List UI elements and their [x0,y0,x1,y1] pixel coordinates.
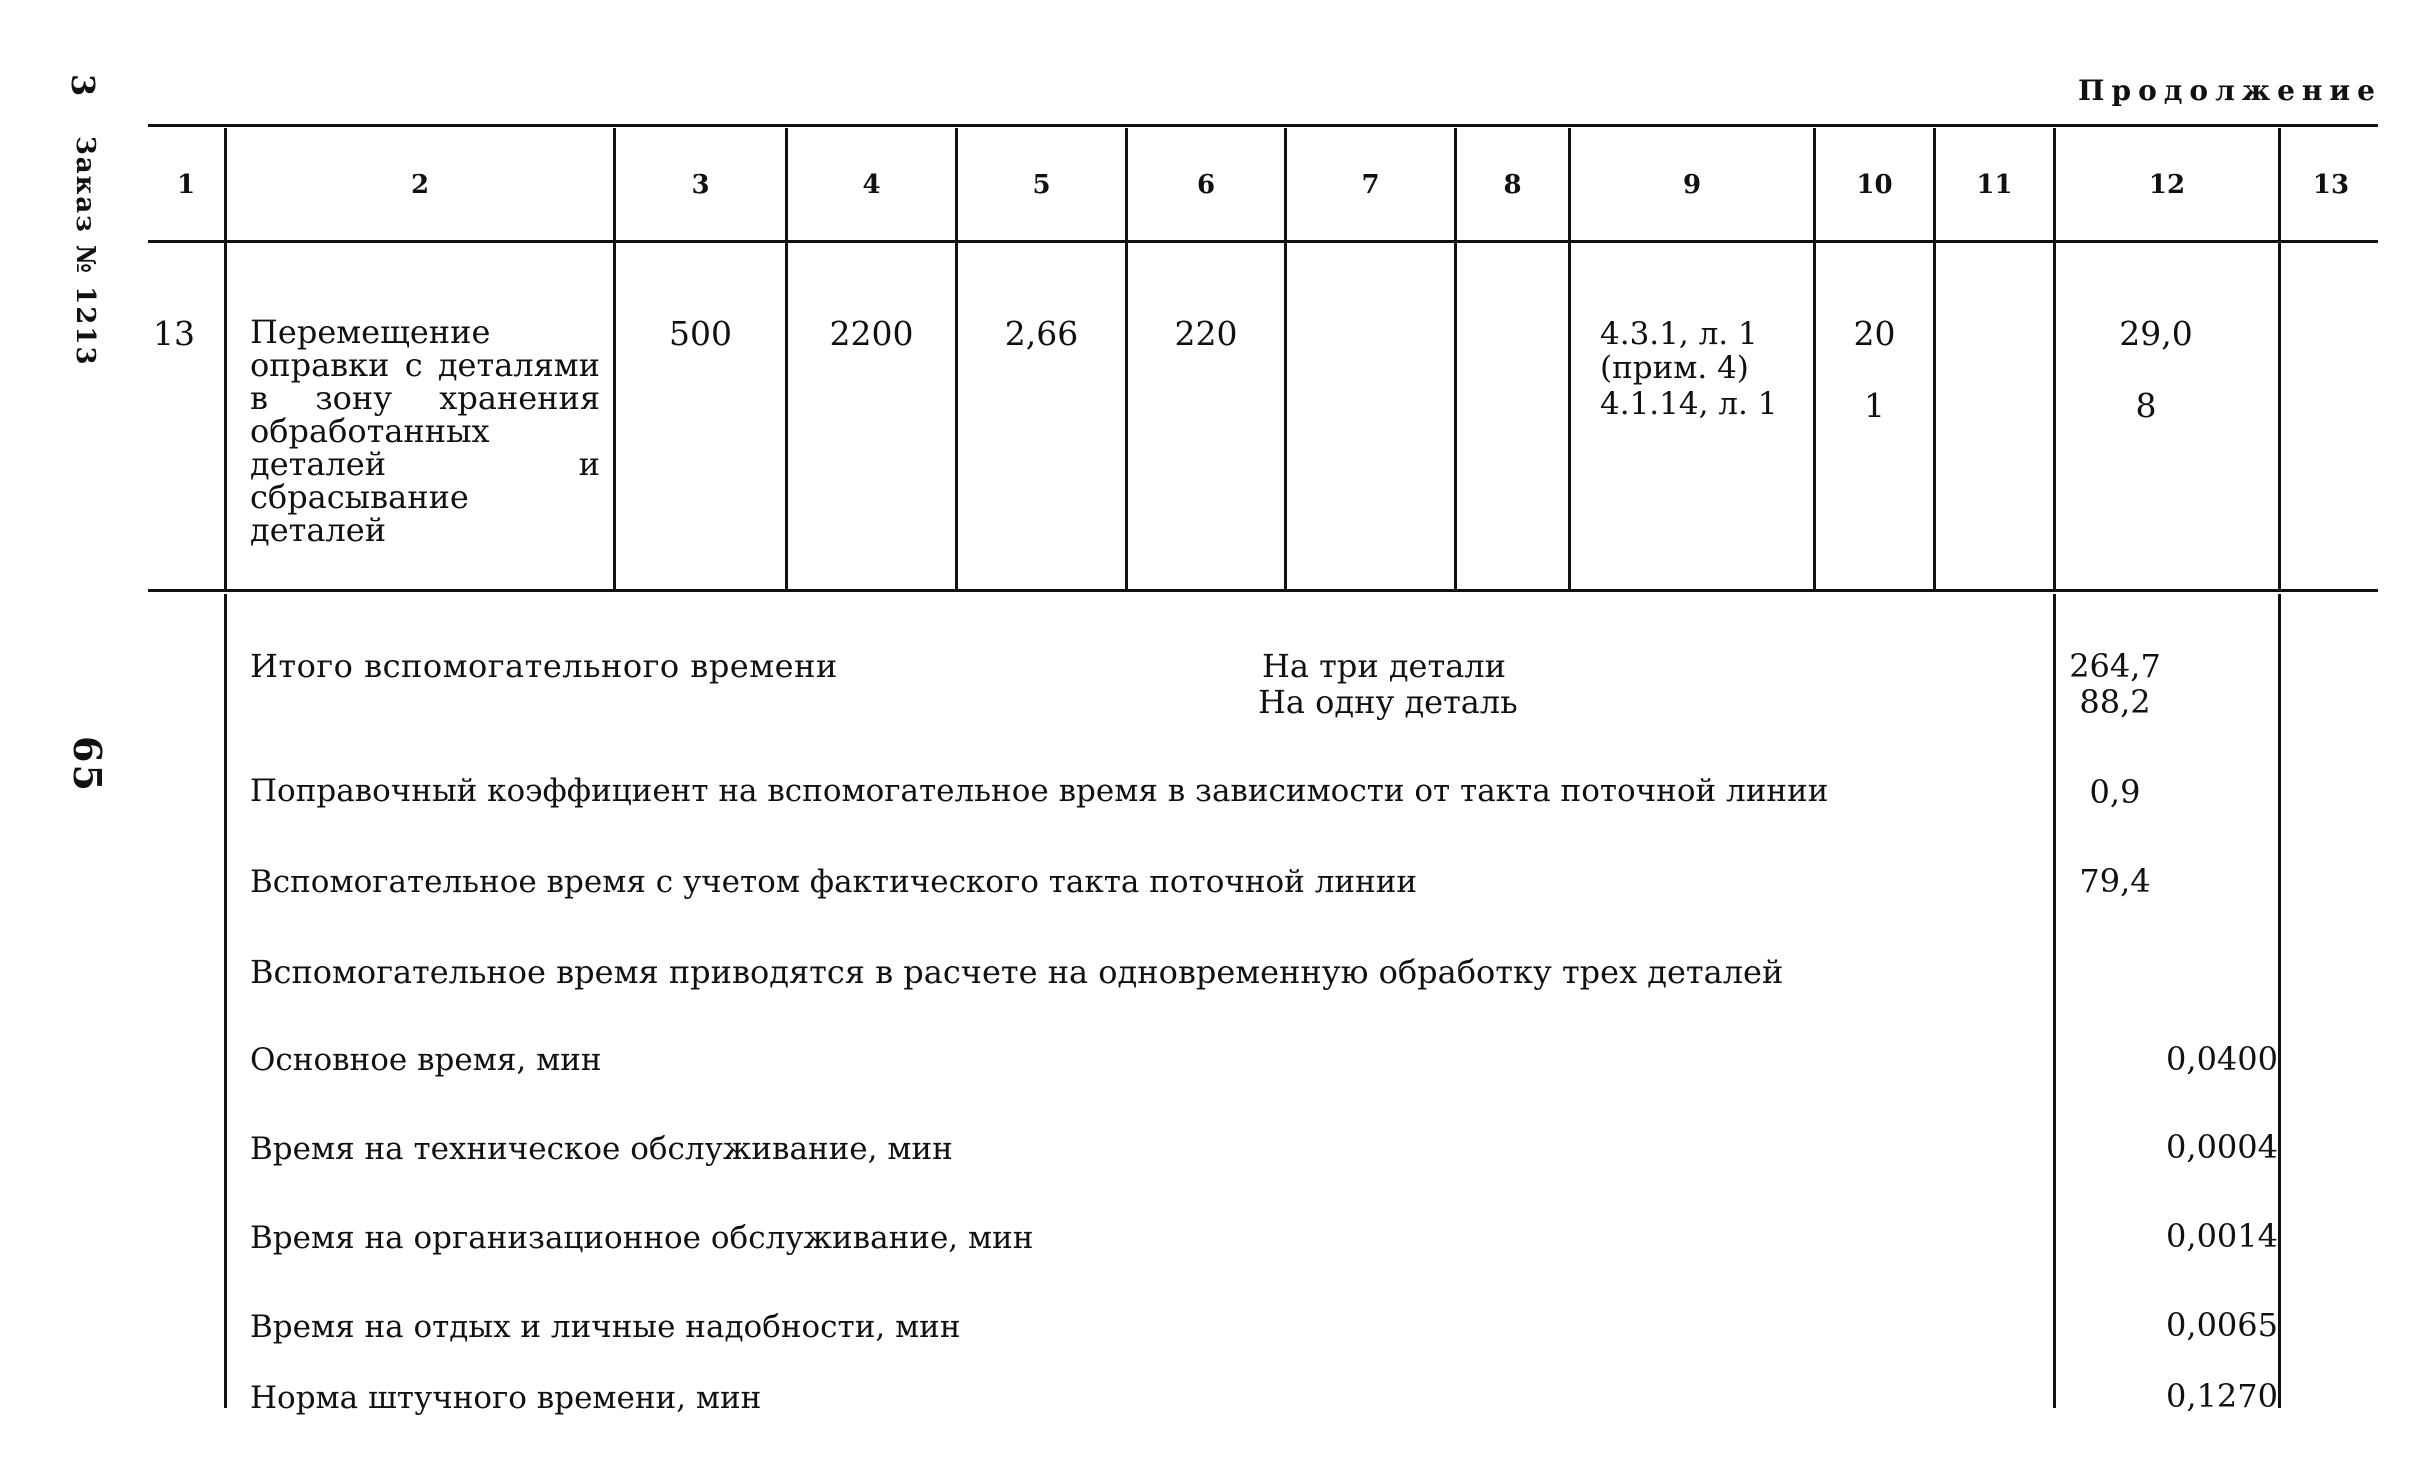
col-num-5: 5 [1032,170,1051,200]
rest-time-label: Время на отдых и личные надобности, мин [250,1309,961,1345]
per-three-parts-label: На три детали [1262,647,1506,685]
total-aux-time-label: Итого вспомогательного времени [250,647,838,685]
cell-col4: 2200 [829,314,914,353]
col-num-7: 7 [1361,170,1380,200]
row-number: 13 [153,314,195,353]
rest-time-value: 0,0065 [2166,1306,2278,1344]
cell-col12-1: 29,0 [2119,314,2193,353]
col-num-12: 12 [2148,170,2186,200]
correction-coefficient-value: 0,9 [2089,773,2141,811]
col-num-6: 6 [1196,170,1216,200]
per-one-part-value: 88,2 [2079,683,2151,721]
cell-col10-1: 20 [1853,314,1896,353]
aux-time-note: Вспомогательное время приводятся в расчете на одновременную обработку трех деталей [250,953,1784,991]
col-num-1: 1 [176,170,196,200]
correction-coefficient-label: Поправочный коэффициент на вспомогательное время в зависимости от такта поточной линии [250,773,1829,809]
basic-time-value: 0,0400 [2166,1040,2278,1078]
cell-col3: 500 [669,314,732,353]
org-service-time-label: Время на организационное обслуживание, мин [250,1220,1034,1256]
aux-time-actual-label: Вспомогательное время с учетом фактического такта поточной линии [250,864,1418,900]
col-num-10: 10 [1856,170,1893,200]
side-order-number: Заказ № 1213 [70,136,100,367]
continuation-title: Продолжение [2078,74,2382,107]
per-one-part-label: На одну деталь [1258,683,1518,721]
col-num-11: 11 [1976,170,2013,200]
col-num-3: 3 [691,170,710,200]
col-num-9: 9 [1682,170,1702,200]
basic-time-label: Основное время, мин [250,1042,602,1078]
reference-2: (прим. 4) [1600,350,1749,386]
header-bottom-rule [148,240,2378,243]
cell-col10-2: 1 [1864,386,1885,425]
piece-time-norm-value: 0,1270 [2166,1377,2278,1415]
org-service-time-value: 0,0014 [2166,1217,2278,1255]
col-num-2: 2 [410,170,430,200]
cell-col5: 2,66 [1004,314,1079,353]
col-num-13: 13 [2312,170,2350,200]
col-num-8: 8 [1503,170,1522,200]
cell-col6: 220 [1174,314,1238,353]
reference-3: 4.1.14, л. 1 [1600,386,1778,422]
tech-service-time-label: Время на техническое обслуживание, мин [250,1131,953,1167]
operation-description: Перемещение оправки с деталями в зону хранения обработанных деталей и сбрасывание деталей [250,313,600,549]
row-bottom-rule [148,589,2378,592]
tech-service-time-value: 0,0004 [2166,1128,2278,1166]
col-num-4: 4 [862,170,881,200]
page-number: 65 [65,736,110,793]
side-page-mark: 3 [64,74,102,99]
table-top-rule [148,124,2378,127]
per-three-parts-value: 264,7 [2069,647,2161,685]
cell-col12-2: 8 [2135,386,2157,425]
reference-1: 4.3.1, л. 1 [1600,316,1758,352]
piece-time-norm-label: Норма штучного времени, мин [250,1380,762,1416]
aux-time-actual-value: 79,4 [2079,862,2151,900]
